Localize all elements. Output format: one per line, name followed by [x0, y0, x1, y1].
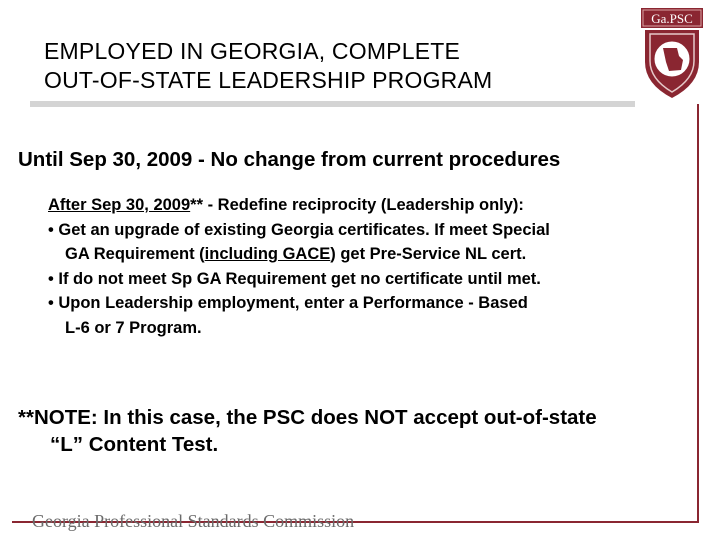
- bullet-3-line-2: L-6 or 7 Program.: [65, 318, 202, 337]
- bullet-1-pre: GA Requirement (: [65, 245, 205, 264]
- bullet-2: • If do not meet Sp GA Requirement get no certificate until met.: [48, 269, 541, 288]
- until-line: Until Sep 30, 2009 - No change from current procedures: [18, 148, 561, 171]
- bullet-1-underlined: including GACE: [204, 245, 331, 264]
- bullet-1-line-1: • Get an upgrade of existing Georgia certificates. If meet Special: [48, 220, 550, 239]
- bullet-1-post: ) get Pre-Service NL cert.: [330, 245, 527, 264]
- after-heading: [48, 193, 688, 218]
- note-line-1: **NOTE: In this case, the PSC does NOT accept out-of-state: [18, 406, 597, 429]
- gapsc-shield-logo-icon: [637, 4, 707, 100]
- note-block: [18, 404, 708, 458]
- title-line-1: EMPLOYED IN GEORGIA, COMPLETE: [44, 38, 461, 64]
- title-line-2: OUT-OF-STATE LEADERSHIP PROGRAM: [44, 67, 493, 93]
- bullet-3-line-1: • Upon Leadership employment, enter a Performance - Based: [48, 294, 528, 313]
- after-heading-rest: ** - Redefine reciprocity (Leadership only):: [190, 196, 524, 214]
- footer-organization: Georgia Professional Standards Commission: [32, 511, 355, 531]
- logo-text: Ga.PSC: [651, 11, 693, 26]
- after-block: [48, 193, 688, 341]
- after-heading-date: After Sep 30, 2009: [48, 196, 191, 214]
- bullet-1-line-2: [48, 242, 688, 267]
- frame-right-line: [697, 104, 699, 522]
- title-shadow-bar: [30, 101, 635, 107]
- slide-title: [44, 37, 492, 95]
- note-line-2: “L” Content Test.: [50, 433, 219, 456]
